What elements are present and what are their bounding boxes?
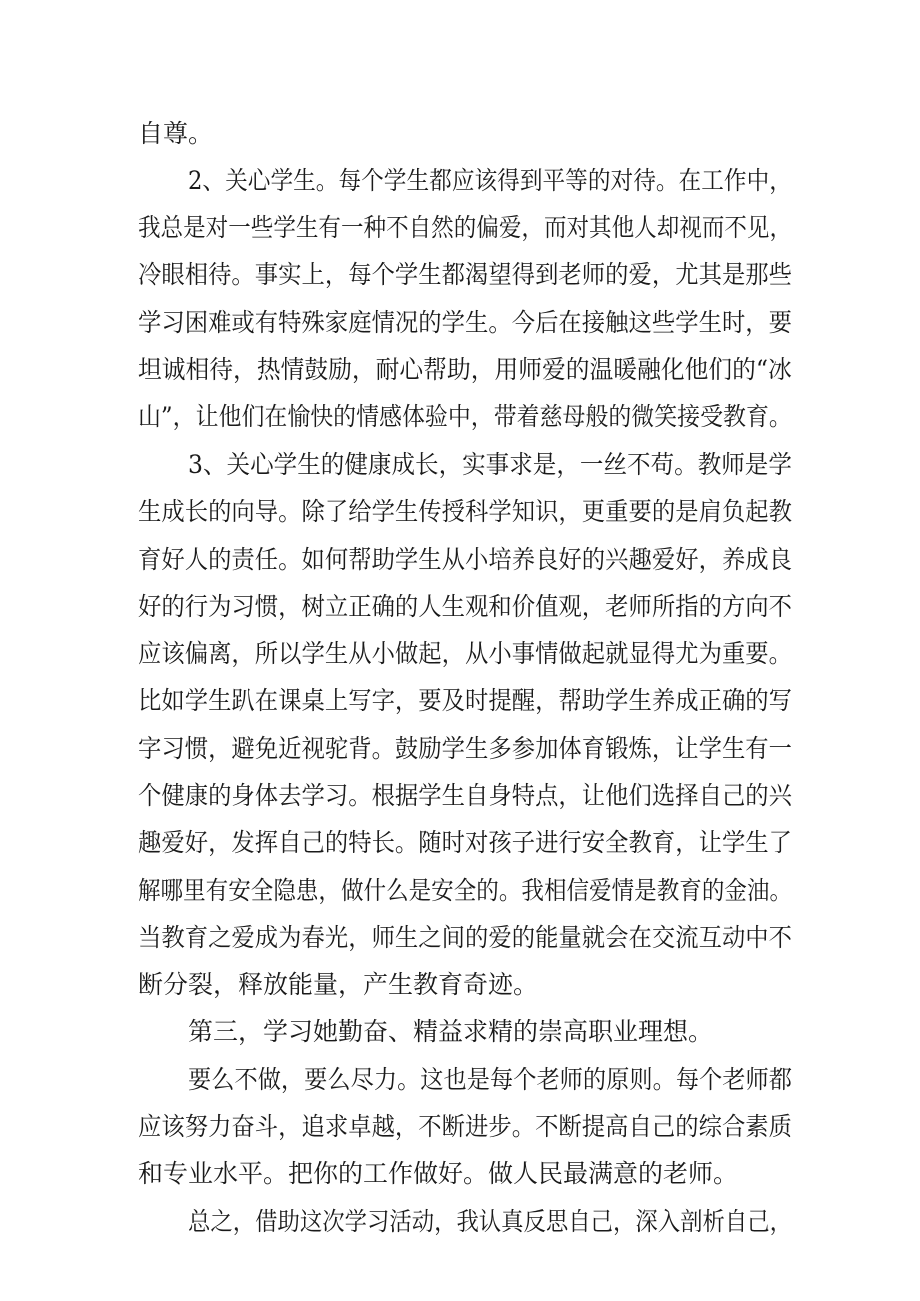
text-line: 3、关心学生的健康成长，实事求是，一丝不苟。教师是学 [188,450,792,479]
text-line: 个健康的身体去学习。根据学生自身特点，让他们选择自己的兴 [138,781,793,810]
text-line: 和专业水平。把你的工作做好。做人民最满意的老师。 [138,1159,739,1188]
text-line: 总之，借助这次学习活动，我认真反思自己，深入剖析自己， [188,1207,793,1236]
text-line: 断分裂，释放能量，产生教育奇迹。 [138,970,539,999]
text-line: 要么不做，要么尽力。这也是每个老师的原则。每个老师都 [188,1065,792,1094]
text-line: 第三，学习她勤奋、精益求精的崇高职业理想。 [188,1017,714,1046]
text-line: 我总是对一些学生有一种不自然的偏爱，而对其他人却视而不见， [138,213,793,242]
text-line: 2、关心学生。每个学生都应该得到平等的对待。在工作中， [188,166,792,195]
text-line: 育好人的责任。如何帮助学生从小培养良好的兴趣爱好，养成良 [138,545,793,574]
text-line: 应该偏离，所以学生从小做起，从小事情做起就显得尤为重要。 [138,639,793,668]
text-line: 山”，让他们在愉快的情感体验中，带着慈母般的微笑接受教育。 [138,402,792,431]
text-line: 冷眼相待。事实上，每个学生都渴望得到老师的爱，尤其是那些 [138,260,793,289]
text-line: 应该努力奋斗，追求卓越，不断进步。不断提高自己的综合素质 [138,1112,793,1141]
text-line: 当教育之爱成为春光，师生之间的爱的能量就会在交流互动中不 [138,923,793,952]
text-line: 好的行为习惯，树立正确的人生观和价值观，老师所指的方向不 [138,592,793,621]
text-line: 学习困难或有特殊家庭情况的学生。今后在接触这些学生时，要 [138,308,793,337]
text-line: 生成长的向导。除了给学生传授科学知识，更重要的是肩负起教 [138,497,793,526]
text-line: 解哪里有安全隐患，做什么是安全的。我相信爱情是教育的金油。 [138,876,793,905]
text-line: 比如学生趴在课桌上写字，要及时提醒，帮助学生养成正确的写 [138,686,793,715]
text-line: 自尊。 [138,119,214,148]
text-line: 坦诚相待，热情鼓励，耐心帮助，用师爱的温暖融化他们的“冰 [138,355,792,384]
text-line: 字习惯，避免近视驼背。鼓励学生多参加体育锻炼，让学生有一 [138,734,793,763]
text-line: 趣爱好，发挥自己的特长。随时对孩子进行安全教育，让学生了 [138,828,793,857]
